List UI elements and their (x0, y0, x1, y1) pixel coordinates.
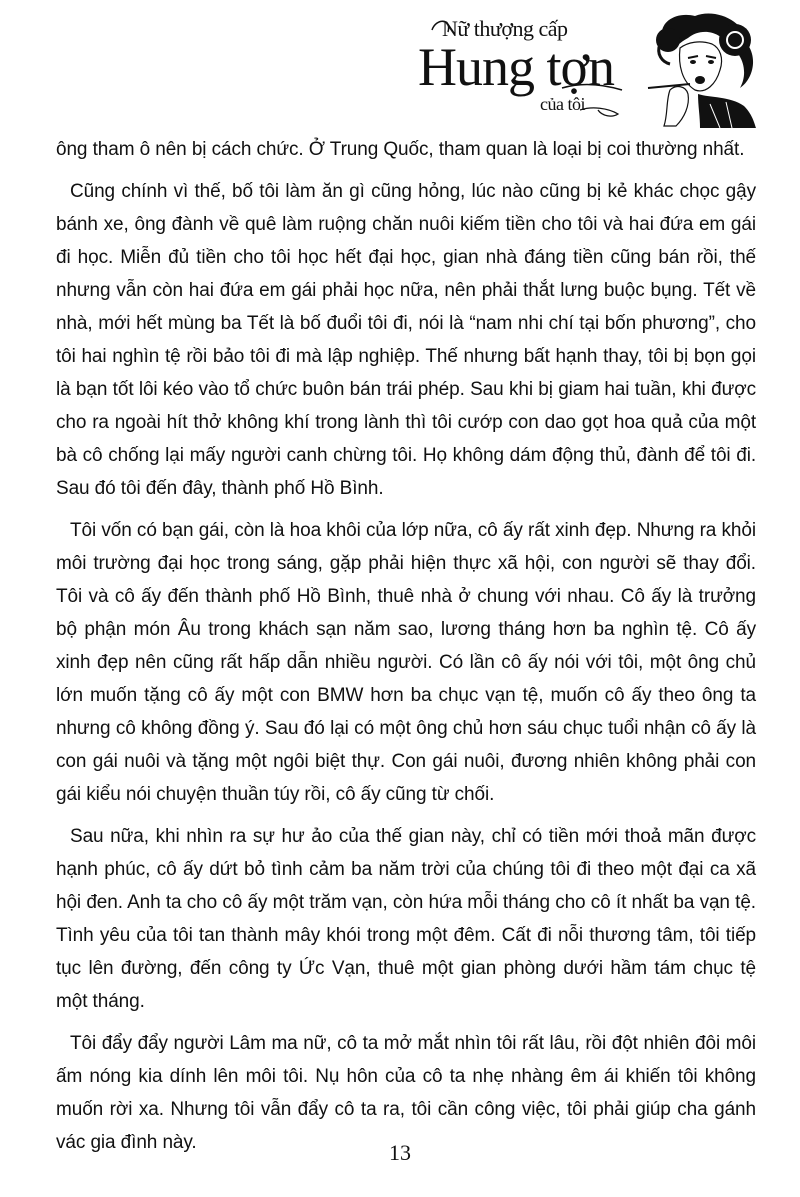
page-number: 13 (389, 1140, 411, 1165)
page-header (0, 0, 800, 130)
logo-bottom-text: của tôi (540, 94, 585, 114)
paragraph-1: ông tham ô nên bị cách chức. Ở Trung Quốc, tham quan là loại bị coi thường nhất. (56, 139, 745, 160)
paragraph-4: Sau nữa, khi nhìn ra sự hư ảo của thế gian này, chỉ có tiền mới thoả mãn được hạnh phúc, cô ấy dứt bỏ tình cảm ba năm trời của chúng tôi đi theo một đại ca xã hội đen. Anh ta cho cô ấy một trăm vạn, còn hứa mỗi tháng cho cô ít nhất ba vạn tệ. Tình yêu của tôi tan thành mây khói trong một đêm. Cất đi nỗi thương tâm, tôi tiếp tục lên đường, đến công ty Ức Vạn, thuê một gian phòng dưới hầm tám chục tệ một tháng. (56, 826, 756, 1012)
logo-swirl-icon (412, 10, 652, 122)
logo-top-text: Nữ thượng cấp (442, 16, 568, 41)
paragraph-5: Tôi đẩy đẩy người Lâm ma nữ, cô ta mở mắt nhìn tôi rất lâu, rồi đột nhiên đôi môi ấm nóng kia dính lên môi tôi. Nụ hôn của cô ta nhẹ nhàng êm ái khiến tôi không muốn rời xa. Nhưng tôi vẫn đẩy cô ta ra, tôi cần công việc, tôi phải giúp cha gánh vác gia đình này. (56, 1033, 756, 1153)
paragraph-2: Cũng chính vì thế, bố tôi làm ăn gì cũng hỏng, lúc nào cũng bị kẻ khác chọc gậy bánh xe, ông đành về quê làm ruộng chăn nuôi kiếm tiền cho tôi và hai đứa em gái đi học. Miễn đủ tiền cho tôi học hết đại học, gian nhà đáng tiền cũng bán rồi, thế nhưng vẫn còn hai đứa em gái phải học nữa, nên phải thắt lưng buộc bụng. Tết về nhà, mới hết mùng ba Tết là bố đuổi tôi đi, nói là “nam nhi chí tại bốn phương”, cho tôi hai nghìn tệ rồi bảo tôi đi mà lập nghiệp. Thế nhưng bất hạnh thay, tôi bị bọn gọi là bạn tốt lôi kéo vào tổ chức buôn bán trái phép. Sau khi bị giam hai tuần, khi được cho ra ngoài hít thở không khí trong lành thì tôi cướp con dao gọt hoa quả của một bà cô chống lại mấy người canh chừng tôi. Họ không dám động thủ, đành để tôi đi. Sau đó tôi đến đây, thành phố Hồ Bình. (56, 181, 756, 499)
series-title-logo (412, 10, 652, 122)
logo-main-text: Hung tợn (418, 37, 615, 97)
woman-portrait-illustration (640, 10, 760, 128)
paragraph-3: Tôi vốn có bạn gái, còn là hoa khôi của lớp nữa, cô ấy rất xinh đẹp. Nhưng ra khỏi môi trường đại học trong sáng, gặp phải hiện thực xã hội, con người sẽ thay đổi. Tôi và cô ấy đến thành phố Hồ Bình, thuê nhà ở chung với nhau. Cô ấy là trưởng bộ phận món Âu trong khách sạn năm sao, lương tháng hơn ba nghìn tệ. Cô ấy xinh đẹp nên cũng rất hấp dẫn nhiều người. Có lần cô ấy nói với tôi, một ông chủ lớn muốn tặng cô ấy một con BMW hơn ba chục vạn tệ, muốn cô ấy theo ông ta nhưng cô không đồng ý. Sau đó lại có một ông chủ hơn sáu chục tuổi nhận cô ấy là con gái nuôi và tặng một ngôi biệt thự. Con gái nuôi, đương nhiên không phải con gái kiểu nói chuyện thuần túy rồi, cô ấy cũng từ chối. (56, 520, 756, 805)
page-body (56, 133, 756, 1168)
